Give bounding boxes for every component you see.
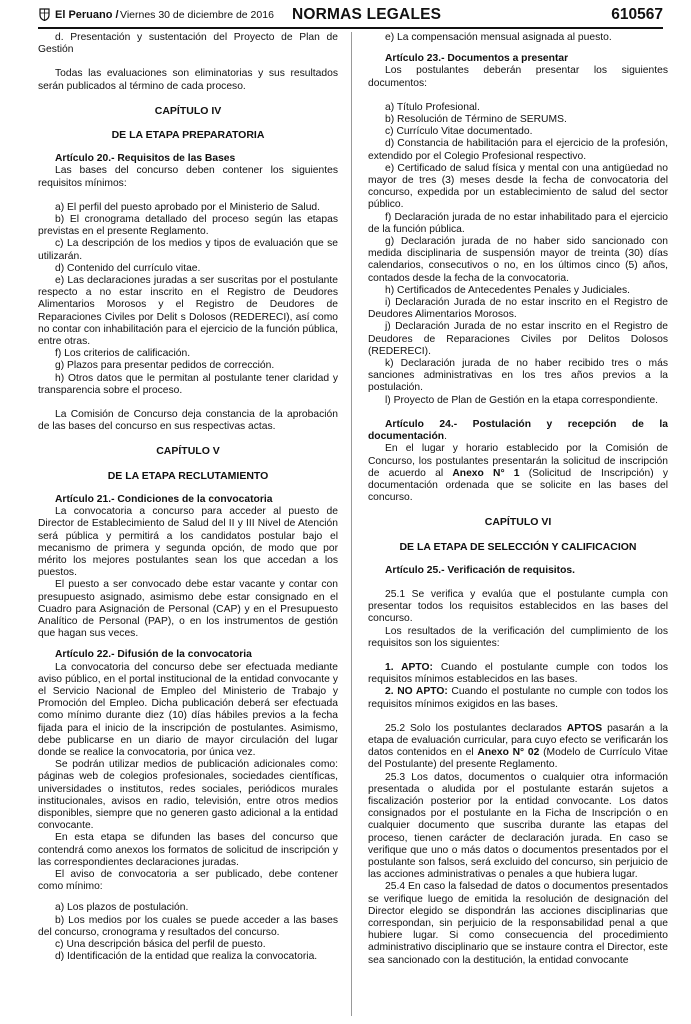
paragraph: Se podrán utilizar medios de publicación adicionales como: páginas web de colegios profesionales, sociedades científicas, universidades o institutos, redes sociales, periódicos murales institucionales, avisos en radio, televisión, entre otros medios disponibles, siempre que no generen gasto adicional a la entidad convocante. xyxy=(38,759,338,832)
article-title: Artículo 20.- Requisitos de las Bases xyxy=(55,153,236,165)
list-item: h) Certificados de Antecedentes Penales y Judiciales. xyxy=(385,284,630,296)
paragraph: En el lugar y horario establecido por la Comisión de Concurso, los postulantes presentarán la solicitud de inscripción de acuerdo al Anexo N° 1 (Solicitud de Inscripción) y documentación ordenada que se solicite en las bases del concurso. xyxy=(368,443,668,504)
article-title: Artículo 22.- Difusión de la convocatoria xyxy=(55,649,252,661)
paragraph: El puesto a ser convocado debe estar vacante y contar con presupuesto asignado, asimismo debe estar consignado en el Cuadro para Asignación de Personal (CAP) y en el Presupuesto Analítico de Personal (PAP), o en los instrumentos de gestión que hagan sus veces. xyxy=(38,579,338,640)
paragraph: Los postulantes deberán presentar los siguientes documentos: xyxy=(368,65,668,89)
paragraph: Los resultados de la verificación del cumplimiento de los requisitos son los siguientes: xyxy=(368,625,668,649)
paragraph: Las bases del concurso deben contener los siguientes requisitos mínimos: xyxy=(38,165,338,189)
paragraph: 25.1 Se verifica y evalúa que el postulante cumpla con presentar todos los requisitos establecidos en las bases del concurso. xyxy=(368,588,668,625)
paragraph: La convocatoria a concurso para acceder al puesto de Director de Establecimiento de Salud del II y III Nivel de Atención será pública y permitirá a los candidatos postular bajo el mecanismo de primera y segunda opción, de modo que por mérito los mejores postulantes sean los que accedan a los puestos. xyxy=(38,506,338,579)
list-item: f) Declaración jurada de no estar inhabilitado para el ejercicio de la función pública. xyxy=(368,211,668,235)
list-item: c) La descripción de los medios y tipos de evaluación que se utilizarán. xyxy=(38,238,338,262)
list-item: e) La compensación mensual asignada al puesto. xyxy=(385,32,612,43)
left-column xyxy=(38,32,338,963)
list-item: c) Una descripción básica del perfil de puesto. xyxy=(55,939,266,950)
list-item: g) Plazos para presentar pedidos de corrección. xyxy=(55,360,275,372)
chapter-subtitle: DE LA ETAPA RECLUTAMIENTO xyxy=(107,469,269,482)
list-item: e) Certificado de salud física y mental con una antigüedad no mayor de tres (3) meses desde la fecha de convocatoria del concurso, expedida por un establecimiento de salud del sector público. xyxy=(368,162,668,211)
column-divider xyxy=(351,32,352,1016)
chapter-title: CAPÍTULO VI xyxy=(484,516,552,529)
chapter-subtitle: DE LA ETAPA PREPARATORIA xyxy=(111,129,265,142)
list-item: a) Los plazos de postulación. xyxy=(55,902,189,914)
list-item: 2. NO APTO: Cuando el postulante no cumple con todos los requisitos mínimos exigidos en las bases. xyxy=(368,686,669,710)
right-column xyxy=(368,32,668,967)
newspaper-name: El Peruano / xyxy=(55,9,119,21)
paragraph: d. Presentación y sustentación del Proyecto de Plan de Gestión xyxy=(38,32,338,56)
list-item: a) El perfil del puesto aprobado por el Ministerio de Salud. xyxy=(55,201,321,213)
paragraph: La convocatoria del concurso debe ser efectuada mediante aviso público, en el portal institucional de la entidad convocante y el Servicio Nacional de Empleo del Ministerio de Trabajo y Promoción del Empleo. Dicha publicación deberá ser efectuada como mínimo durante diez (10) días hábiles previos a la fecha fijada para el inicio de la inscripción de postulantes. Asimismo, debe publicarse en un diario de mayor circulación del lugar donde se realice la convocatoria, por única vez. xyxy=(38,661,338,758)
chapter-title: CAPÍTULO IV xyxy=(154,104,222,117)
list-item: l) Proyecto de Plan de Gestión en la etapa correspondiente. xyxy=(385,394,659,406)
paragraph: En esta etapa se difunden las bases del concurso que contendrá como anexos los formatos de solicitud de inscripción y las correspondientes declaraciones juradas. xyxy=(38,832,338,868)
chapter-subtitle: DE LA ETAPA DE SELECCIÓN Y CALIFICACION xyxy=(399,540,637,553)
section-title: NORMAS LEGALES xyxy=(292,6,442,23)
list-item: d) Contenido del currículo vitae. xyxy=(55,262,201,274)
article-title: Artículo 24.- Postulación y recepción de la documentación. xyxy=(368,418,668,443)
paragraph: 25.2 Solo los postulantes declarados APTOS pasarán a la etapa de evaluación curricular, para cuyo efecto se verificarán los datos contenidos en el Anexo N° 02 (Modelo de Currículo Vitae del Postulante) del presente Reglamento. xyxy=(368,722,669,771)
list-item: g) Declaración jurada de no haber sido sancionado con medida disciplinaria de suspensión mayor de treinta (30) días calendarios, consecutivos o no, en los últimos cinco (5) años, contados desde la fecha de la convocatoria. xyxy=(368,236,668,284)
article-title: Artículo 25.- Verificación de requisitos. xyxy=(385,564,575,576)
list-item: b) El cronograma detallado del proceso según las etapas previstas en el presente Reglamento. xyxy=(38,214,338,238)
chapter-title: CAPÍTULO V xyxy=(156,445,220,458)
list-item: a) Título Profesional. xyxy=(385,101,480,113)
header-rule xyxy=(38,27,663,29)
article-title: Artículo 21.- Condiciones de la convocatoria xyxy=(55,493,273,505)
list-item: d) Constancia de habilitación para el ejercicio de la profesión, extendido por el Colegio Profesional respectivo. xyxy=(368,138,668,162)
page-header xyxy=(38,6,663,26)
paragraph: El aviso de convocatoria a ser publicado, debe contener como mínimo: xyxy=(38,868,338,893)
list-item: k) Declaración jurada de no haber recibido tres o más sanciones administrativas en los tres años previos a la postulación. xyxy=(368,358,668,394)
list-item: e) Las declaraciones juradas a ser suscritas por el postulante respecto a no estar inscrito en el Registro de Deudores Alimentarios Morosos y el Registro de Deudores de Reparaciones Civiles por Delit s Dolosos (REDERECI), así como no contar con inhabilitación para el ejercicio de la función pública, entre otras. xyxy=(38,275,338,348)
page-number: 610567 xyxy=(611,6,663,23)
list-item: b) Los medios por los cuales se puede acceder a las bases del concurso, cronograma y resultados del concurso. xyxy=(38,914,338,938)
list-item: i) Declaración Jurada de no estar inscrito en el Registro de Deudores Alimentarios Morosos. xyxy=(368,297,668,321)
list-item: j) Declaración Jurada de no estar inscrito en el Registro de Deudores de Reparaciones Civiles por Delitos Dolosos (REDERECI). xyxy=(368,321,668,357)
coat-of-arms-icon xyxy=(38,8,51,21)
paragraph: La Comisión de Concurso deja constancia de la aprobación de las bases del concurso en sus respectivas actas. xyxy=(38,409,338,433)
list-item: d) Identificación de la entidad que realiza la convocatoria. xyxy=(55,951,318,963)
list-item: h) Otros datos que le permitan al postulante tener claridad y transparencia sobre el proceso. xyxy=(38,372,338,396)
list-item: f) Los criterios de calificación. xyxy=(55,348,191,360)
paragraph: 25.4 En caso la falsedad de datos o documentos presentados se verifique luego de emitida la resolución de designación del Director elegido se dispondrán las acciones disciplinarias que correspondan, sin perjuicio de la responsabilidad penal a que hubiere lugar. Si como consecuencia del procedimiento administrativo disciplinario que se instaure contra el Director, este sea sancionado con la destitución, la entidad convocante xyxy=(368,881,668,966)
article-title: Artículo 23.- Documentos a presentar xyxy=(385,53,569,65)
list-item: b) Resolución de Término de SERUMS. xyxy=(385,114,567,126)
paragraph: 25.3 Los datos, documentos o cualquier otra información presentada o aludida por el postulante estarán sujetos a fiscalización posterior por la entidad convocante. Los datos consignados por el postulante en la Ficha de Inscripción o en cualquier documento que suscriba durante las etapas del proceso, tienen carácter de declaración jurada. En caso se verifique que uno o más datos o documentos presentados por el postulante son falsos, será excluido del concurso, sin perjuicio de las acciones administrativas o penales a que hubiera lugar. xyxy=(368,771,668,881)
issue-date: Viernes 30 de diciembre de 2016 xyxy=(120,9,274,21)
list-item: c) Currículo Vitae documentado. xyxy=(385,126,533,138)
paragraph: Todas las evaluaciones son eliminatorias y sus resultados serán publicados al término de cada proceso. xyxy=(38,68,338,92)
list-item: 1. APTO: Cuando el postulante cumple con todos los requisitos mínimos establecidos en las bases. xyxy=(368,661,668,686)
